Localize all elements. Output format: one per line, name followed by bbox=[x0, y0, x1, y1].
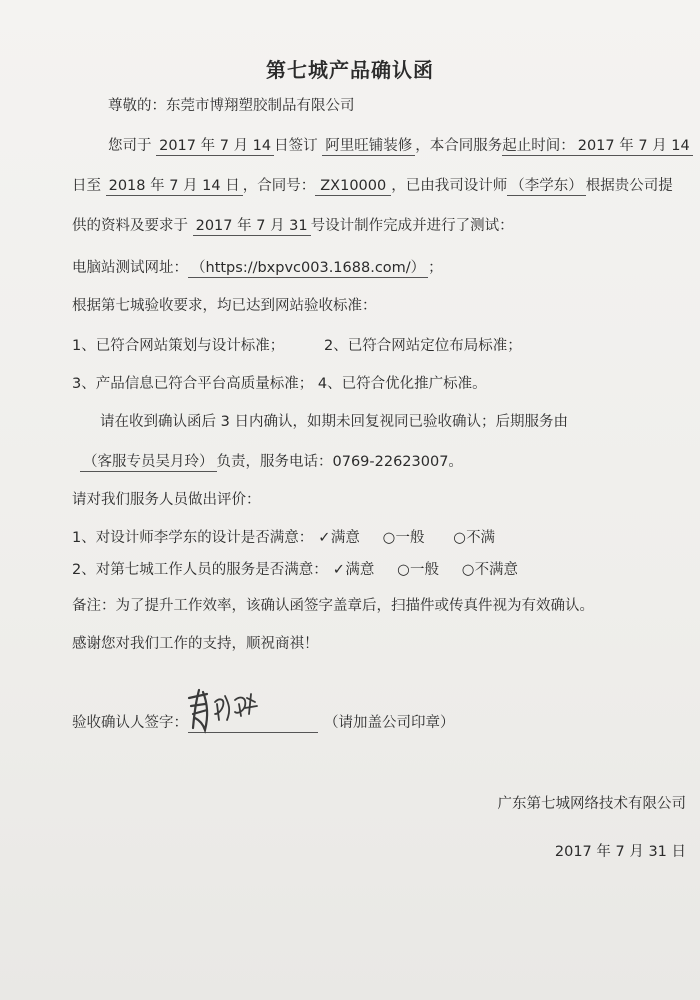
end-date: 2018 年 7 月 14 日 bbox=[106, 177, 243, 196]
text-fragment: 根据贵公司提 bbox=[585, 178, 673, 194]
choice-label: 满意 bbox=[345, 562, 375, 578]
choice-satisfied[interactable] bbox=[318, 528, 360, 548]
check-icon: ✓ bbox=[318, 530, 331, 546]
radio-empty-icon: ○ bbox=[382, 530, 396, 546]
evaluation-row-1 bbox=[72, 528, 686, 548]
text-fragment: ； bbox=[428, 260, 443, 276]
text-fragment: ，合同号： bbox=[242, 178, 316, 194]
signature-line bbox=[72, 710, 686, 733]
choice-average[interactable] bbox=[397, 560, 439, 580]
test-url-label: 电脑站测试网址： bbox=[72, 260, 188, 276]
choice-label: 满意 bbox=[330, 530, 360, 546]
salutation-line bbox=[108, 96, 686, 116]
paragraph-1-line-1 bbox=[108, 136, 690, 156]
signed-date: 2017 年 7 月 14 bbox=[156, 137, 274, 156]
choice-unsatisfied[interactable] bbox=[453, 528, 495, 548]
company-name: 广东第七城网络技术有限公司 bbox=[497, 796, 686, 812]
contract-number: ZX10000 bbox=[315, 177, 391, 196]
completion-date: 2017 年 7 月 31 bbox=[193, 217, 311, 236]
service-name: 阿里旺铺装修 bbox=[322, 137, 415, 156]
standard-item: 1、已符合网站策划与设计标准； bbox=[72, 338, 285, 354]
seal-note: （请加盖公司印章） bbox=[324, 715, 455, 731]
test-url-line bbox=[72, 258, 686, 278]
standards-row-2 bbox=[72, 374, 686, 394]
radio-empty-icon: ○ bbox=[397, 562, 410, 578]
evaluation-intro: 请对我们服务人员做出评价： bbox=[72, 492, 261, 508]
evaluation-row-2 bbox=[72, 560, 686, 580]
paragraph-1-line-3 bbox=[72, 216, 686, 236]
service-contact: （客服专员吴月玲） bbox=[80, 453, 217, 472]
start-date: 2017 年 7 月 14 bbox=[575, 137, 693, 156]
choice-label: 一般 bbox=[395, 530, 425, 546]
choice-label: 不满 bbox=[466, 530, 496, 546]
salutation-prefix: 尊敬的： bbox=[108, 98, 166, 114]
text-fragment: 供的资料及要求于 bbox=[72, 218, 188, 234]
paragraph-1-line-2 bbox=[72, 176, 686, 196]
text-fragment: 负责，服务电话：0769-22623007。 bbox=[216, 454, 463, 470]
designer-name: （李学东） bbox=[507, 177, 586, 196]
choice-label: 不满意 bbox=[474, 562, 519, 578]
text-fragment: ，已由我司设计师 bbox=[391, 178, 508, 194]
standard-item: 3、产品信息已符合平台高质量标准； bbox=[72, 376, 314, 392]
handwritten-signature bbox=[185, 684, 265, 734]
remark: 备注：为了提升工作效率，该确认函签字盖章后，扫描件或传真件视为有效确认。 bbox=[72, 598, 594, 614]
period-label: 起止时间： bbox=[502, 138, 575, 154]
standards-row-1 bbox=[72, 336, 686, 356]
choice-average[interactable] bbox=[382, 528, 424, 548]
document-date: 2017 年 7 月 31 日 bbox=[554, 844, 686, 860]
radio-empty-icon: ○ bbox=[453, 530, 466, 546]
evaluation-question: 2、对第七城工作人员的服务是否满意： bbox=[72, 562, 328, 578]
signature-label: 验收确认人签字： bbox=[72, 715, 188, 731]
text-fragment: 日签订 bbox=[274, 138, 318, 154]
text-fragment: 号设计制作完成并进行了测试： bbox=[310, 218, 514, 234]
standard-item: 2、已符合网站定位布局标准； bbox=[324, 338, 522, 354]
text-fragment: ，本合同服务 bbox=[415, 138, 503, 154]
recipient-name: 东莞市博翔塑胶制品有限公司 bbox=[166, 98, 355, 114]
evaluation-question: 1、对设计师李学东的设计是否满意： bbox=[72, 530, 314, 546]
thanks: 感谢您对我们工作的支持，顺祝商祺！ bbox=[72, 636, 319, 652]
document-title: 第七城产品确认函 bbox=[266, 58, 434, 82]
text-fragment: 日至 bbox=[72, 178, 101, 194]
choice-label: 一般 bbox=[409, 562, 439, 578]
text-fragment: 您司于 bbox=[108, 138, 152, 154]
test-url: （https://bxpvc003.1688.com/） bbox=[188, 259, 428, 278]
choice-satisfied[interactable] bbox=[332, 560, 374, 580]
confirm-text: 请在收到确认函后 3 日内确认，如期未回复视同已验收确认；后期服务由 bbox=[100, 414, 568, 430]
radio-empty-icon: ○ bbox=[461, 562, 475, 578]
choice-unsatisfied[interactable] bbox=[462, 560, 519, 580]
service-contact-line bbox=[80, 452, 686, 472]
check-icon: ✓ bbox=[332, 562, 345, 578]
standard-item: 4、已符合优化推广标准。 bbox=[317, 376, 487, 392]
standards-intro: 根据第七城验收要求，均已达到网站验收标准： bbox=[72, 298, 377, 314]
